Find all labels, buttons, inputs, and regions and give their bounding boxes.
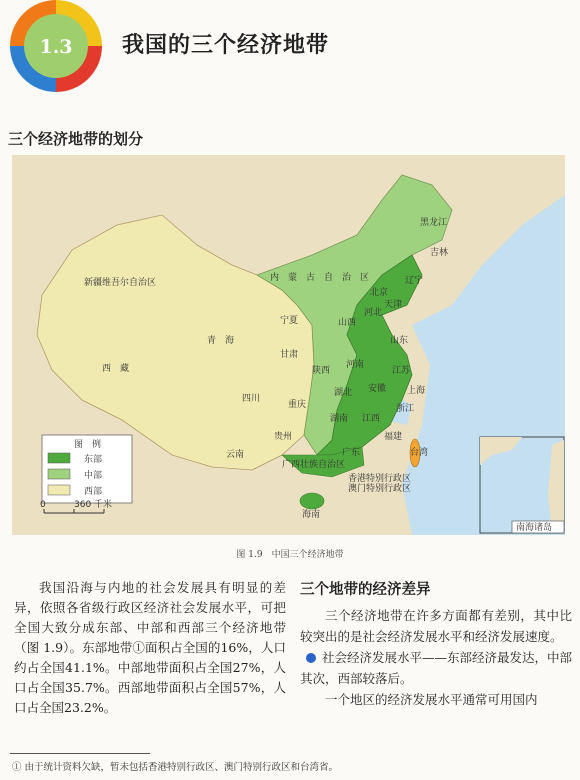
hainan-island bbox=[300, 493, 324, 509]
label-chongqing: 重庆 bbox=[288, 400, 307, 410]
map-legend bbox=[42, 435, 132, 503]
label-anhui: 安徽 bbox=[368, 384, 387, 394]
label-gansu: 甘肃 bbox=[280, 350, 299, 360]
label-hubei: 湖北 bbox=[334, 388, 353, 398]
legend-swatch-central bbox=[48, 469, 70, 479]
label-sichuan: 四川 bbox=[242, 394, 261, 404]
bullet-item bbox=[300, 647, 572, 689]
map-caption: 图 1.9 中国三个经济地带 bbox=[236, 550, 344, 560]
label-guangxi: 广西壮族自治区 bbox=[282, 460, 346, 470]
label-hebei: 河北 bbox=[364, 308, 383, 318]
label-shanxi: 山西 bbox=[338, 318, 357, 328]
legend-swatch-east bbox=[48, 453, 70, 463]
label-hunan: 湖南 bbox=[330, 414, 349, 424]
label-beijing: 北京 bbox=[370, 288, 389, 298]
legend-swatch-west bbox=[48, 485, 70, 495]
right-column bbox=[300, 580, 572, 710]
label-xizang: 西 藏 bbox=[102, 364, 130, 374]
subsection-title: 三个经济地带的划分 bbox=[8, 130, 144, 148]
label-tianjin: 天津 bbox=[384, 300, 403, 310]
label-neimenggu: 内 蒙 古 自 治 区 bbox=[270, 273, 370, 283]
label-heilongjiang: 黑龙江 bbox=[420, 218, 448, 228]
right-paragraph-1: 三个经济地带在许多方面都有差别，其中比较突出的是社会经济发展水平和经济发展速度。 bbox=[300, 608, 572, 644]
section-number: 1.3 bbox=[39, 36, 73, 58]
label-xinjiang: 新疆维吾尔自治区 bbox=[84, 278, 157, 288]
label-shandong: 山东 bbox=[390, 336, 409, 346]
section-title: 我国的三个经济地带 bbox=[122, 33, 330, 58]
left-paragraph: 我国沿海与内地的社会发展具有明显的差异，依照各省级行政区经济社会发展水平，可把全国大致分成东部、中部和西部三个经济地带（图 1.9）。东部地带①面积占全国的16%，人口约占全国41.1%。中部地带面积占全国27%，人口占全国35.7%。西部地带面积占全国57%，人口占全国23.2%。 bbox=[14, 580, 286, 715]
legend-label-west: 西部 bbox=[84, 487, 103, 497]
label-hainan: 海南 bbox=[302, 510, 321, 520]
label-aomen: 澳门特别行政区 bbox=[348, 484, 412, 494]
label-zhejiang: 浙江 bbox=[396, 404, 415, 414]
label-yunnan: 云南 bbox=[226, 450, 245, 460]
legend-label-east: 东部 bbox=[84, 455, 103, 465]
economic-zones-map bbox=[12, 155, 565, 535]
footnote: ① 由于统计资料欠缺，暂未包括香港特别行政区、澳门特别行政区和台湾省。 bbox=[12, 762, 339, 773]
left-column bbox=[14, 578, 286, 718]
scale-left: 0 bbox=[40, 500, 46, 510]
scale-right: 360 千米 bbox=[74, 500, 113, 510]
legend-title: 图 例 bbox=[74, 440, 102, 450]
label-jilin: 吉林 bbox=[430, 248, 449, 258]
label-guangdong: 广东 bbox=[342, 448, 361, 458]
footnote-divider bbox=[10, 753, 150, 754]
section-badge bbox=[10, 0, 102, 92]
inset-label: 南海诸岛 bbox=[516, 523, 553, 533]
label-liaoning: 辽宁 bbox=[405, 276, 424, 286]
label-jiangsu: 江苏 bbox=[392, 366, 411, 376]
label-jiangxi: 江西 bbox=[362, 414, 381, 424]
label-fujian: 福建 bbox=[384, 432, 403, 442]
label-guizhou: 贵州 bbox=[274, 432, 293, 442]
label-qinghai: 青 海 bbox=[207, 336, 235, 346]
label-xianggang: 香港特别行政区 bbox=[348, 474, 412, 484]
label-ningxia: 宁夏 bbox=[280, 316, 299, 326]
label-shanghai: 上海 bbox=[407, 386, 426, 396]
bullet-dot-icon bbox=[306, 653, 316, 663]
label-taiwan: 台湾 bbox=[410, 448, 429, 458]
right-paragraph-2: 一个地区的经济发展水平通常可用国内 bbox=[325, 692, 538, 707]
legend-label-central: 中部 bbox=[84, 471, 103, 481]
bullet-text: 社会经济发展水平——东部经济最发达，中部其次，西部较落后。 bbox=[300, 650, 573, 686]
label-shaanxi: 陕西 bbox=[312, 366, 331, 376]
south-china-sea-inset bbox=[480, 437, 564, 533]
label-henan: 河南 bbox=[346, 360, 365, 370]
right-heading: 三个地带的经济差异 bbox=[300, 582, 431, 598]
